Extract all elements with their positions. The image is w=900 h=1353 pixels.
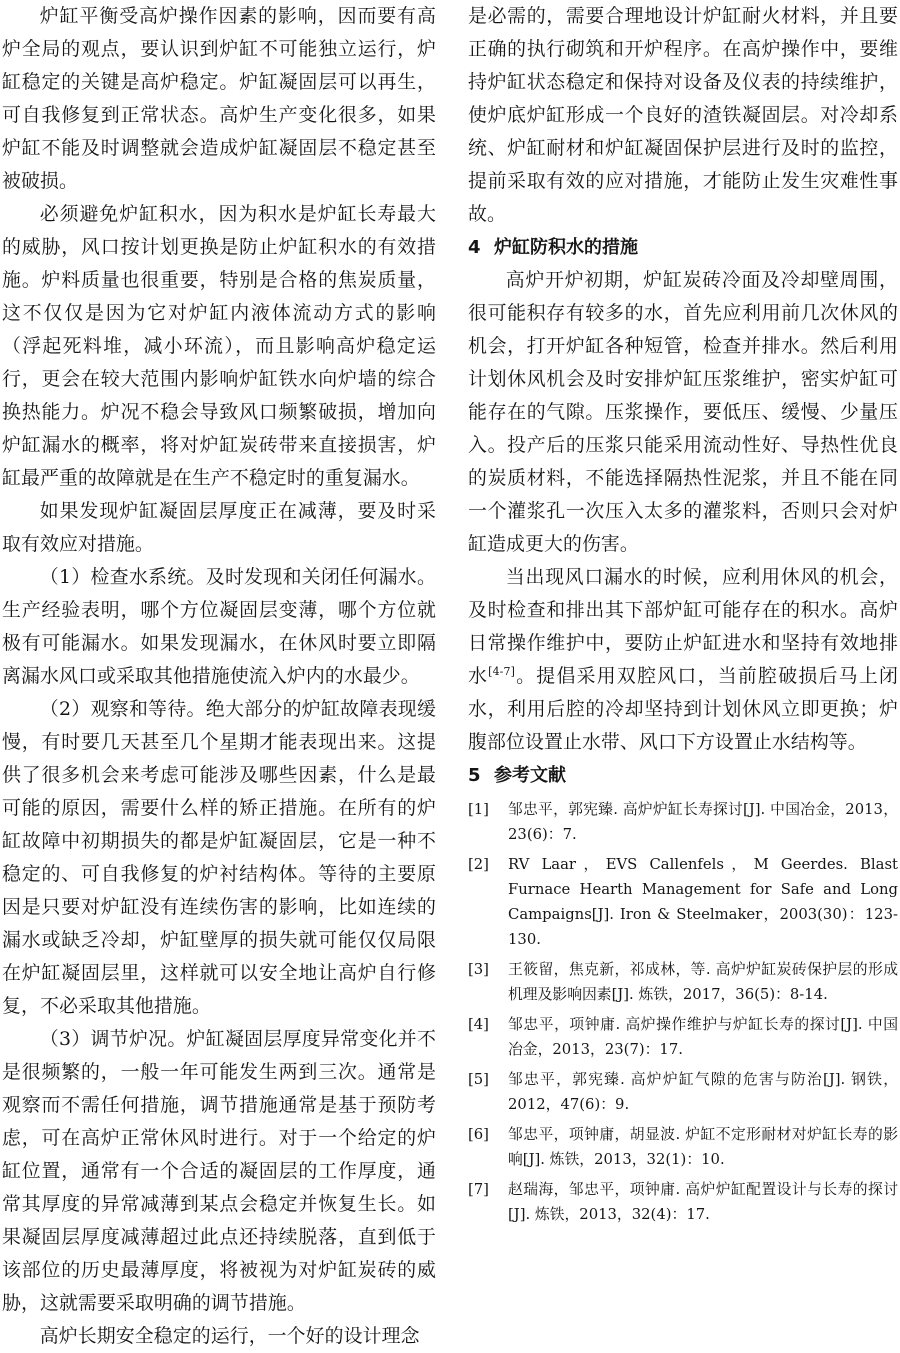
reference-text: 邹忠平，郭宪臻. 高炉炉缸长寿探讨[J]. 中国冶金，2013，23(6)：7. — [508, 801, 898, 843]
body-paragraph: （1）检查水系统。及时发现和关闭任何漏水。生产经验表明，哪个方位凝固层变薄，哪个方位就极有可能漏水。如果发现漏水，在休风时要立即隔离漏水风口或采取其他措施使流入炉内的水最少。 — [2, 566, 436, 687]
reference-text: 邹忠平，项钟庸. 高炉操作维护与炉缸长寿的探讨[J]. 中国冶金，2013，23(7)：17. — [508, 1016, 898, 1058]
reference-index: [7] — [468, 1181, 489, 1198]
body-paragraph: 必须避免炉缸积水，因为积水是炉缸长寿最大的威胁，风口按计划更换是防止炉缸积水的有效措施。炉料质量也很重要，特别是合格的焦炭质量，这不仅仅是因为它对炉缸内液体流动方式的影响（浮起死料堆，减小环流），而且影响高炉稳定运行，更会在较大范围内影响炉缸铁水向炉墙的综合换热能力。炉况不稳会导致风口频繁破损，增加向炉缸漏水的概率，将对炉缸炭砖带来直接损害，炉缸最严重的故障就是在生产不稳定时的重复漏水。 — [2, 203, 436, 489]
section-number: 5 — [468, 765, 481, 786]
section-title: 炉缸防积水的措施 — [494, 237, 638, 258]
reference-item — [468, 1122, 898, 1172]
body-paragraph: （3）调节炉况。炉缸凝固层厚度异常变化并不是很频繁的，一般一年可能发生两到三次。通常是观察而不需任何措施，调节措施通常是基于预防考虑，可在高炉正常休风时进行。对于一个给定的炉缸位置，通常有一个合适的凝固层的工作厚度，通常其厚度的异常减薄到某点会稳定并恢复生长。如果凝固层厚度减薄超过此点还持续脱落，直到低于该部位的历史最薄厚度，将被视为对炉缸炭砖的威胁，这就需要采取明确的调节措施。 — [2, 1028, 436, 1314]
right-column — [468, 0, 898, 1232]
section-heading — [468, 759, 898, 792]
reference-text: 邹忠平，项钟庸，胡显波. 炉缸不定形耐材对炉缸长寿的影响[J]. 炼铁，2013，32(1)：10. — [508, 1126, 898, 1168]
reference-list — [468, 797, 898, 1227]
paragraph-text: 当出现风口漏水的时候，应利用休风的机会，及时检查和排出其下部炉缸可能存在的积水。高炉日常操作维护中，要防止炉缸进水和坚持有效地排水 — [468, 566, 898, 687]
citation-mark: [4-7] — [488, 665, 515, 678]
reference-item — [468, 797, 898, 847]
body-paragraph: （2）观察和等待。绝大部分的炉缸故障表现缓慢，有时要几天甚至几个星期才能表现出来。这提供了很多机会来考虑可能涉及哪些因素，什么是最可能的原因，需要什么样的矫正措施。在所有的炉缸故障中初期损失的都是炉缸凝固层，它是一种不稳定的、可自我修复的炉衬结构体。等待的主要原因是只要对炉缸没有连续伤害的影响，比如连续的漏水或缺乏冷却，炉缸壁厚的损失就可能仅仅局限在炉缸凝固层里，这样就可以安全地让高炉自行修复，不必采取其他措施。 — [2, 698, 436, 1017]
body-paragraph: 炉缸平衡受高炉操作因素的影响，因而要有高炉全局的观点，要认识到炉缸不可能独立运行，炉缸稳定的关键是高炉稳定。炉缸凝固层可以再生，可自我修复到正常状态。高炉生产变化很多，如果炉缸不能及时调整就会造成炉缸凝固层不稳定甚至被破损。 — [2, 5, 436, 192]
reference-index: [3] — [468, 961, 489, 978]
reference-item — [468, 852, 898, 952]
reference-item — [468, 1067, 898, 1117]
body-paragraph: 如果发现炉缸凝固层厚度正在减薄，要及时采取有效应对措施。 — [2, 500, 436, 555]
section-heading — [468, 231, 898, 264]
reference-index: [6] — [468, 1126, 489, 1143]
reference-item — [468, 1012, 898, 1062]
reference-text: 王筱留，焦克新，祁成林，等. 高炉炉缸炭砖保护层的形成机理及影响因素[J]. 炼铁，2017，36(5)：8-14. — [508, 961, 898, 1003]
reference-text: 赵瑞海，邹忠平，项钟庸. 高炉炉缸配置设计与长寿的探讨[J]. 炼铁，2013，32(4)：17. — [508, 1181, 898, 1223]
reference-index: [2] — [468, 856, 489, 873]
reference-text: RV Laar，EVS Callenfels，M Geerdes. Blast Furnace Hearth Management for Safe and Long Campaigns[J]. Iron & Steelmaker，2003(30)：123-130. — [508, 856, 898, 948]
body-paragraph — [468, 561, 898, 759]
reference-index: [1] — [468, 801, 489, 818]
body-paragraph: 高炉长期安全稳定的运行，一个好的设计理念 — [39, 1325, 420, 1347]
reference-text: 邹忠平，郭宪臻. 高炉炉缸气隙的危害与防治[J]. 钢铁，2012，47(6)：9. — [508, 1071, 898, 1113]
reference-item — [468, 1177, 898, 1227]
reference-index: [5] — [468, 1071, 489, 1088]
reference-item — [468, 957, 898, 1007]
section-number: 4 — [468, 237, 481, 258]
left-column — [2, 0, 436, 1353]
body-paragraph-continued: 是必需的，需要合理地设计炉缸耐火材料，并且要正确的执行砌筑和开炉程序。在高炉操作中，要维持炉缸状态稳定和保持对设备及仪表的持续维护，使炉底炉缸形成一个良好的渣铁凝固层。对冷却系统、炉缸耐材和炉缸凝固保护层进行及时的监控，提前采取有效的应对措施，才能防止发生灾难性事故。 — [468, 5, 898, 225]
reference-index: [4] — [468, 1016, 489, 1033]
paragraph-text: 。提倡采用双腔风口，当前腔破损后马上闭水，利用后腔的冷却坚持到计划休风立即更换；炉腹部位设置止水带、风口下方设置止水结构等。 — [468, 665, 898, 753]
body-paragraph: 高炉开炉初期，炉缸炭砖冷面及冷却壁周围，很可能积存有较多的水，首先应利用前几次休风的机会，打开炉缸各种短管，检查并排水。然后利用计划休风机会及时安排炉缸压浆维护，密实炉缸可能存在的气隙。压浆操作，要低压、缓慢、少量压入。投产后的压浆只能采用流动性好、导热性优良的炭质材料，不能选择隔热性泥浆，并且不能在同一个灌浆孔一次压入太多的灌浆料，否则只会对炉缸造成更大的伤害。 — [468, 269, 898, 555]
section-title: 参考文献 — [494, 765, 566, 786]
